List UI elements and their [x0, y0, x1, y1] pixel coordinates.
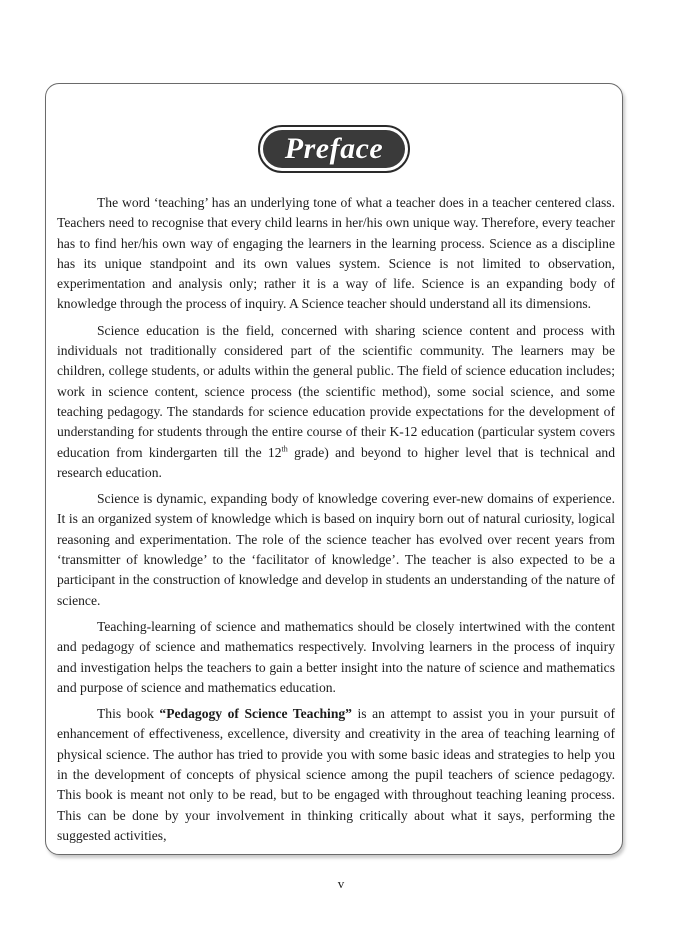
page-number: v: [337, 876, 345, 891]
book-title: “Pedagogy of Science Teaching”: [159, 706, 352, 722]
paragraph-5-text-a: This book: [97, 706, 160, 722]
paragraph-4: Teaching-learning of science and mathematics should be closely intertwined with the content and pedagogy of science and mathematics respectively. Involving learners in the process of inquiry and investigation helps the teachers to gain a better insight into the nature of science and mathematics and purpose of science and mathematics education.: [57, 618, 615, 695]
title-badge: [258, 125, 410, 173]
ordinal-superscript: th: [281, 444, 288, 454]
paragraph-5-text-b: is an attempt to assist you in your pursuit of enhancement of effectiveness, excellence, diversity and creativity in the area of teaching learning of physical science. The author has tried to provide you with some basic ideas and strategies to help you in the development of concepts of physical science among the pupil teachers of science pedagogy. This book is meant not only to be read, but to be engaged with throughout teaching leaning process. This can be done by your involvement in thinking critically about what it says, performing the suggested activities,: [57, 706, 615, 843]
paragraph-3: Science is dynamic, expanding body of knowledge covering ever-new domains of experience. It is an organized system of knowledge which is based on inquiry born out of natural curiosity, logical reasoning and experimentation. The role of the science teacher has evolved over recent years from ‘transmitter of knowledge’ to the ‘facilitator of knowledge’. The teacher is also expected to be a participant in the construction of knowledge and develop in students an understanding of the nature of science.: [57, 491, 615, 608]
paragraph-2-text-a: Science education is the field, concerned with sharing science content and process with individuals not traditionally considered part of the scientific community. The learners may be children, college students, or adults within the general public. The field of science education includes; work in science content, science process (the scientific method), some social science, and some teaching pedagogy. The standards for science education provide expectations for the development of understanding for students through the entire course of their K-12 education (particular system covers education from kindergarten till the 12: [57, 322, 615, 460]
preface-body: [57, 193, 615, 846]
title-badge-inner: [263, 130, 405, 168]
paragraph-2: [57, 321, 615, 483]
paragraph-1: The word ‘teaching’ has an underlying tone of what a teacher does in a teacher centered class. Teachers need to recognise that every child learns in her/his own unique way. Therefore, every teacher has to find her/his own way of engaging the learners in the learning process. Science as a discipline has its unique standpoint and its own values system. Science is not limited to observation, experimentation and analysis only; rather it is a way of life. Science is an expanding body of knowledge through the process of inquiry. A Science teacher should understand all its dimensions.: [57, 195, 615, 312]
paragraph-5: [57, 704, 615, 846]
page-title: Preface: [284, 132, 384, 165]
paragraph-2-text-b: grade) and beyond to higher level that is technical and research education.: [57, 444, 615, 480]
